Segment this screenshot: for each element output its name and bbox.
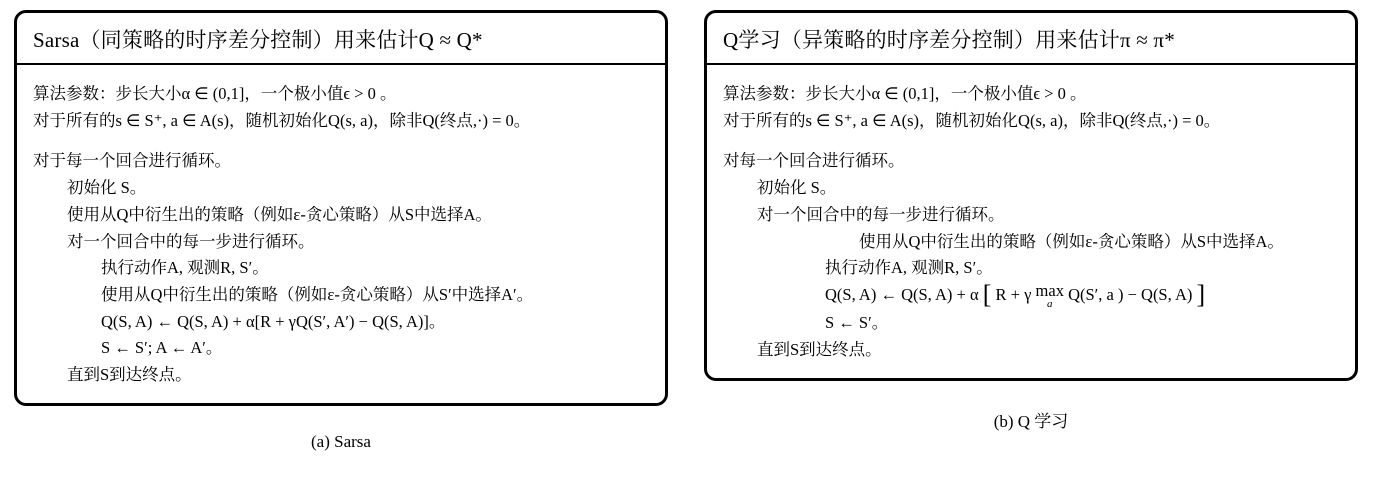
- max-operator-label: max: [1035, 280, 1064, 300]
- algo-line: 执行动作A, 观测R, S′。: [825, 258, 993, 278]
- algo-line: 算法参数：步长大小α ∈ (0,1]，一个极小值ϵ > 0 。: [33, 84, 397, 103]
- algo-line: S ← S′。: [825, 313, 889, 333]
- algo-line: 对一个回合中的每一步进行循环。: [67, 231, 315, 251]
- algo-line: 算法参数：步长大小α ∈ (0,1]，一个极小值ϵ > 0 。: [723, 84, 1087, 103]
- algorithm-body-sarsa: [17, 65, 665, 403]
- algo-line: Q(S, A) ← Q(S, A) + α[R + γQ(S′, A′) − Q(S, A)]。: [101, 311, 446, 331]
- panel-sarsa: [14, 10, 668, 452]
- algo-line: 对于每一个回合进行循环。: [33, 151, 231, 171]
- algo-line: 对一个回合中的每一步进行循环。: [757, 204, 1005, 224]
- q-update-prefix: Q(S, A) ← Q(S, A) + α: [825, 285, 979, 305]
- algo-line-q-update: [723, 282, 1339, 310]
- q-update-inner-suffix: Q(S′, a ) − Q(S, A): [1068, 285, 1193, 305]
- algo-line: 执行动作A, 观测R, S′。: [101, 258, 269, 278]
- algo-line: 直到S到达终点。: [757, 340, 882, 360]
- algo-line: 对于所有的s ∈ S⁺, a ∈ A(s)，随机初始化Q(s, a)，除非Q(终点,·) = 0。: [33, 110, 531, 130]
- algorithm-body-qlearning: [707, 65, 1355, 378]
- algo-spacer: [723, 134, 1339, 148]
- algo-line: 直到S到达终点。: [67, 365, 192, 385]
- panel-caption-sarsa: (a) Sarsa: [311, 431, 371, 451]
- algo-line: 使用从Q中衍生出的策略（例如ε-贪心策略）从S中选择A。: [67, 204, 492, 224]
- q-update-open-bracket: [: [982, 280, 992, 310]
- algorithm-box-sarsa: [14, 10, 668, 406]
- panel-qlearning: [704, 10, 1358, 452]
- algo-spacer: [33, 134, 649, 148]
- algorithm-title-sarsa: Sarsa（同策略的时序差分控制）用来估计Q ≈ Q*: [17, 13, 665, 65]
- algo-line: 使用从Q中衍生出的策略（例如ε-贪心策略）从S′中选择A′。: [101, 285, 534, 305]
- panel-caption-qlearning: (b) Q 学习: [993, 411, 1069, 431]
- algo-line: S ← S′; A ← A′。: [101, 338, 223, 358]
- max-operator: [1035, 280, 1064, 311]
- algo-line: 使用从Q中衍生出的策略（例如ε-贪心策略）从S中选择A。: [859, 231, 1284, 251]
- algo-line: 对每一个回合进行循环。: [723, 151, 905, 171]
- algorithm-box-qlearning: [704, 10, 1358, 381]
- algorithm-title-qlearning: Q学习（异策略的时序差分控制）用来估计π ≈ π*: [707, 13, 1355, 65]
- q-update-close-bracket: ]: [1196, 280, 1206, 310]
- max-operator-subscript: a: [1046, 298, 1053, 311]
- algo-line: 对于所有的s ∈ S⁺, a ∈ A(s)，随机初始化Q(s, a)，除非Q(终点,·) = 0。: [723, 110, 1221, 130]
- algo-line: 初始化 S。: [757, 178, 837, 198]
- algo-line: 初始化 S。: [67, 178, 147, 198]
- q-update-inner-prefix: R + γ: [995, 285, 1032, 305]
